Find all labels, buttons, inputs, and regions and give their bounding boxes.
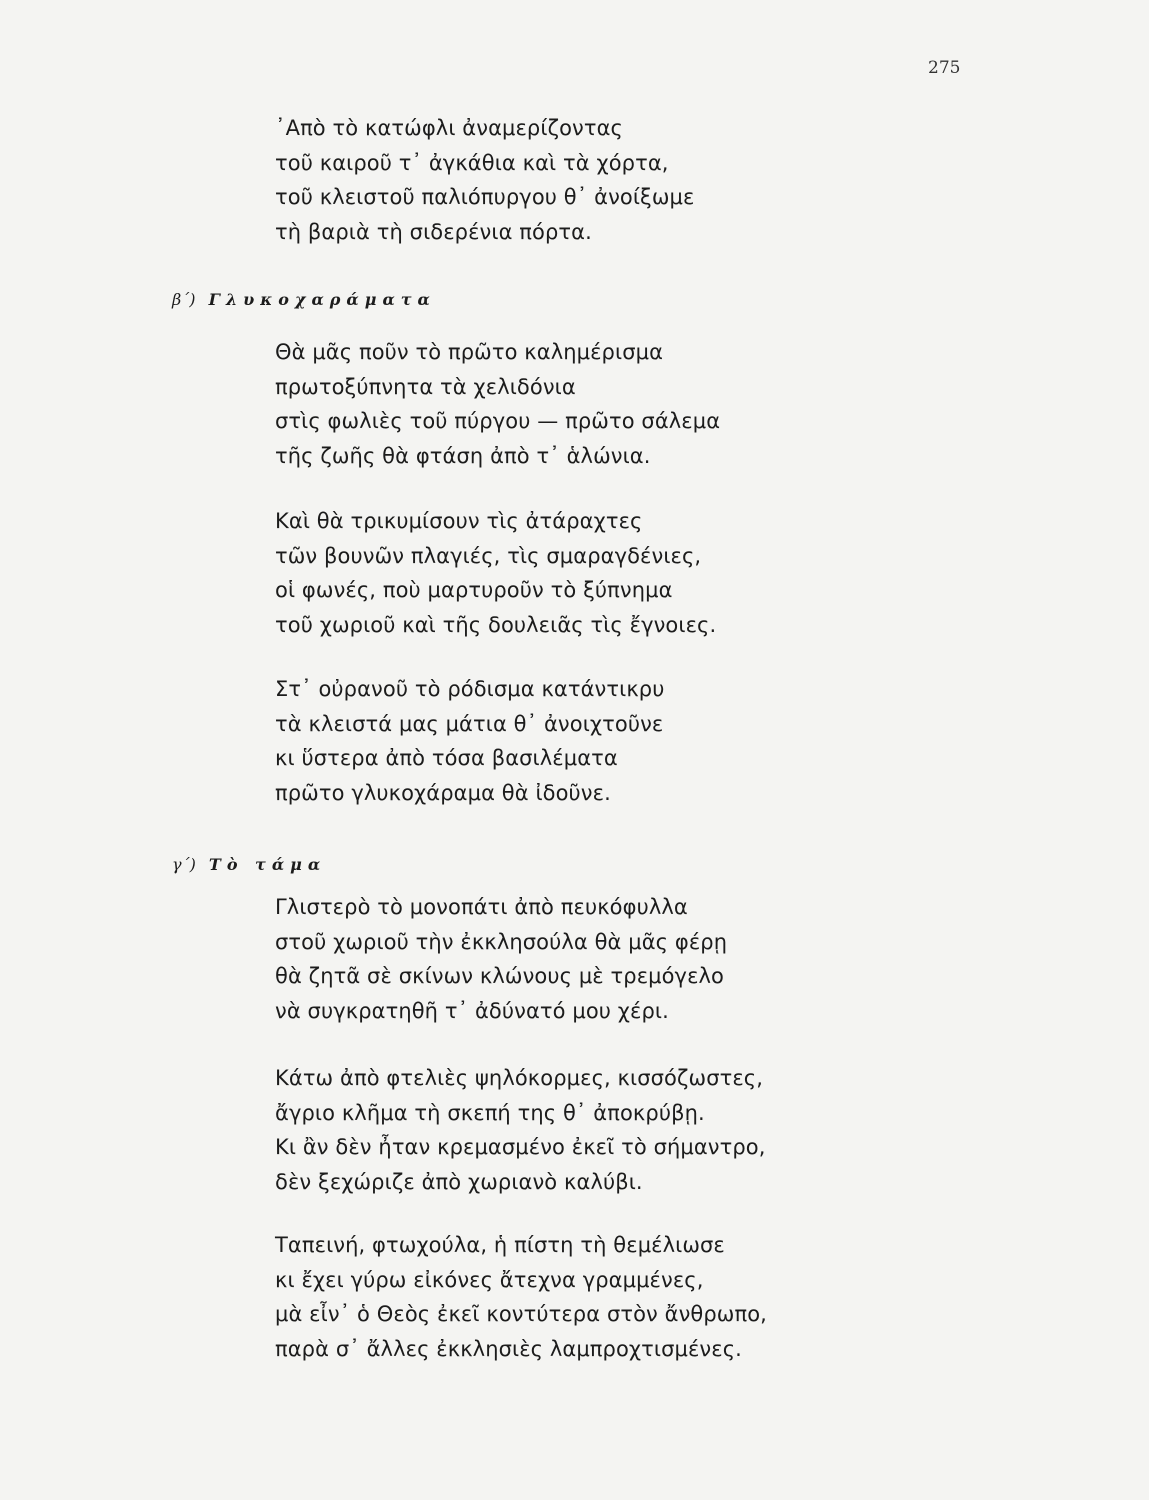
stanza [275, 504, 716, 642]
poem-line: οἱ φωνές, ποὺ μαρτυροῦν τὸ ξύπνημα [275, 578, 673, 602]
poem-line: στὶς φωλιὲς τοῦ πύργου — πρῶτο σάλεμα [275, 409, 721, 433]
poem-line: Γλιστερὸ τὸ μονοπάτι ἀπὸ πευκόφυλλα [275, 895, 688, 919]
poem-line: τοῦ κλειστοῦ παλιόπυργου θ᾿ ἀνοίξωμε [275, 185, 695, 209]
poem-line: Κάτω ἀπὸ φτελιὲς ψηλόκορμες, κισσόζωστες, [275, 1066, 764, 1090]
section-number: β΄) [172, 290, 196, 309]
poem-line: τῶν βουνῶν πλαγιές, τὶς σμαραγδένιες, [275, 543, 702, 568]
poem-line: Θὰ μᾶς ποῦν τὸ πρῶτο καλημέρισμα [275, 340, 664, 364]
poem-line: στοῦ χωριοῦ τὴν ἐκκλησούλα θὰ μᾶς φέρῃ [275, 929, 728, 954]
stanza [275, 335, 720, 473]
poem-line: τὴ βαριὰ τὴ σιδερένια πόρτα. [275, 219, 592, 244]
section-title: Γλυκοχαράματα [208, 290, 436, 309]
poem-line: τὰ κλειστά μας μάτια θ᾿ ἀνοιχτοῦνε [275, 711, 664, 736]
poem-line: Κι ἂν δὲν ἦταν κρεμασμένο ἐκεῖ τὸ σήμαντρο, [275, 1135, 766, 1159]
poem-line: ᾿Απὸ τὸ κατώφλι ἀναμερίζοντας [275, 116, 623, 140]
poem-line: μὰ εἶν᾿ ὁ Θεὸς ἐκεῖ κοντύτερα στὸν ἄνθρωπο, [275, 1302, 767, 1326]
poem-line: τοῦ καιροῦ τ᾿ ἀγκάθια καὶ τὰ χόρτα, [275, 150, 669, 175]
poem-line: πρῶτο γλυκοχάραμα θὰ ἰδοῦνε. [275, 780, 611, 805]
poem-line: παρὰ σ᾿ ἄλλες ἐκκλησιὲς λαμπροχτισμένες. [275, 1336, 742, 1361]
section-title: Τὸ τάμα [208, 855, 327, 874]
section-heading-c [172, 855, 326, 874]
intro-stanza [275, 111, 694, 249]
poem-line: δὲν ξεχώριζε ἀπὸ χωριανὸ καλύβι. [275, 1169, 643, 1194]
poem-line: πρωτοξύπνητα τὰ χελιδόνια [275, 374, 576, 399]
poem-line: ἄγριο κλῆμα τὴ σκεπή της θ᾿ ἀποκρύβῃ. [275, 1100, 705, 1125]
poem-line: Στ᾿ οὐρανοῦ τὸ ρόδισμα κατάντικρυ [275, 677, 665, 701]
poem-line: κι ὕστερα ἀπὸ τόσα βασιλέματα [275, 746, 618, 770]
poem-line: τῆς ζωῆς θὰ φτάση ἀπὸ τ᾿ ἁλώνια. [275, 443, 651, 468]
poem-line: νὰ συγκρατηθῆ τ᾿ ἀδύνατό μου χέρι. [275, 998, 669, 1023]
stanza [275, 672, 665, 810]
section-heading-b [172, 290, 436, 309]
poem-line: θὰ ζητᾶ σὲ σκίνων κλώνους μὲ τρεμόγελο [275, 964, 725, 988]
poem-line: τοῦ χωριοῦ καὶ τῆς δουλειᾶς τὶς ἔγνοιες. [275, 612, 717, 637]
section-number: γ΄) [172, 855, 196, 874]
stanza [275, 1061, 766, 1199]
stanza [275, 1228, 767, 1366]
poem-line: Ταπεινή, φτωχούλα, ἡ πίστη τὴ θεμέλιωσε [275, 1233, 725, 1257]
poem-line: κι ἔχει γύρω εἰκόνες ἄτεχνα γραμμένες, [275, 1267, 704, 1292]
stanza [275, 890, 727, 1028]
page-number: 275 [928, 58, 961, 78]
poem-line: Καὶ θὰ τρικυμίσουν τὶς ἀτάραχτες [275, 509, 643, 533]
